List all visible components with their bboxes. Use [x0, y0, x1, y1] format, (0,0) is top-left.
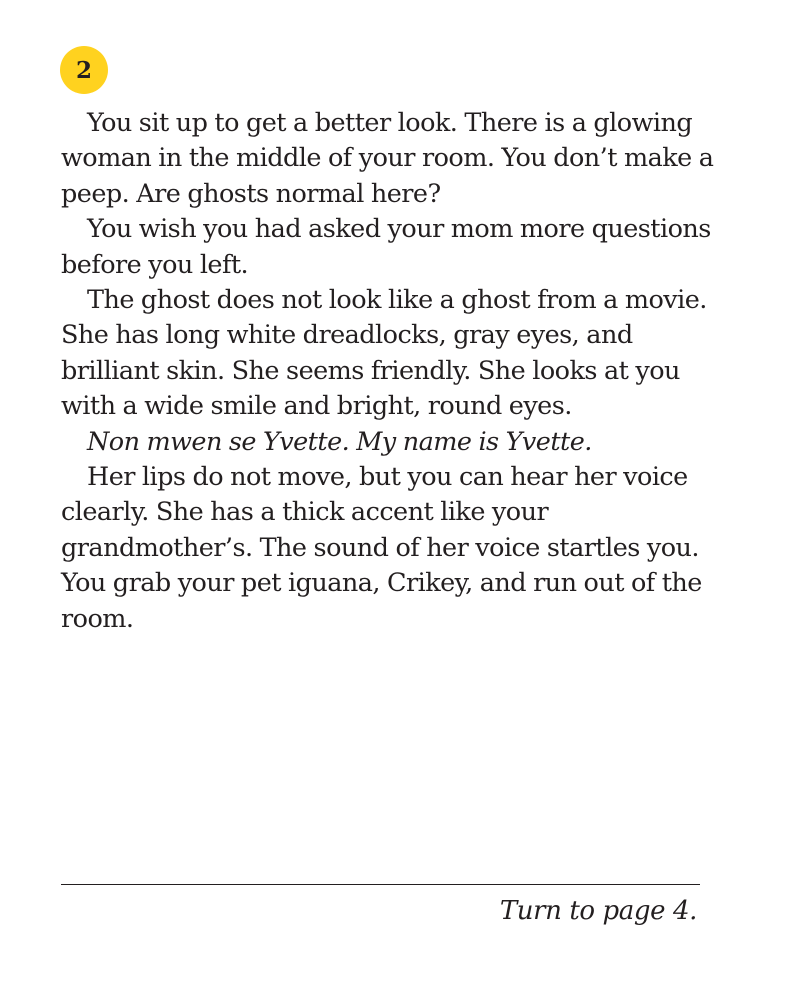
- paragraph: Her lips do not move, but you can hear her voice clearly. She has a thick accent like your grandmother’s. The sound of her voice startles you. You grab your pet iguana, Crikey, and run out of the room.: [61, 462, 702, 634]
- footer-divider: [61, 884, 700, 885]
- story-text: [61, 106, 721, 637]
- paragraph: The ghost does not look like a ghost from a movie. She has long white dreadlocks, gray eyes, and brilliant skin. She seems friendly. She looks at you with a wide smile and bright, round eyes.: [61, 285, 707, 422]
- turn-to-page-link[interactable]: Turn to page 4.: [499, 896, 697, 926]
- page-number-badge: [60, 46, 108, 94]
- ghost-speech: Non mwen se Yvette. My name is Yvette.: [87, 426, 592, 457]
- paragraph: You sit up to get a better look. There is a glowing woman in the middle of your room. You don’t make a peep. Are ghosts normal here?: [61, 108, 714, 209]
- paragraph: You wish you had asked your mom more questions before you left.: [61, 214, 711, 280]
- page-number: 2: [75, 56, 92, 84]
